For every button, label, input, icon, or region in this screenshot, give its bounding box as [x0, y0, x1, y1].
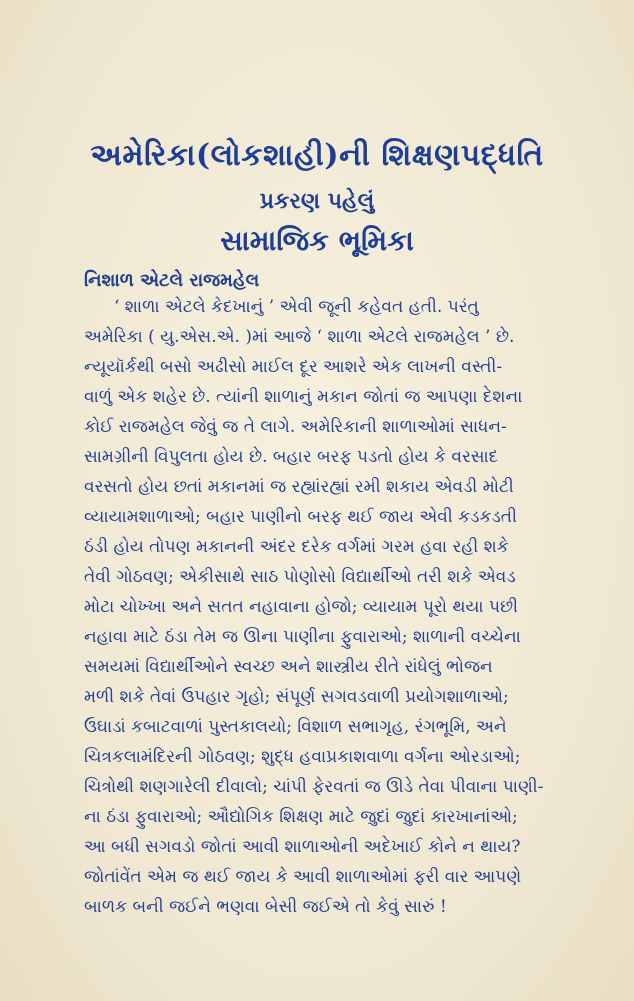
body-line: ચિત્રોથી શણગારેલી દીવાલો; ચાંપી ફેરવતાં જ ઊડે તેવા પીવાના પાણી- — [84, 777, 544, 797]
body-line: ચિત્રકલામંદિરની ગોઠવણ; શુદ્ધ હવાપ્રકાશવાળા વર્ગના ઓરડાઓ; — [84, 747, 521, 767]
section-heading: નિશાળ એટલે રાજમહેલ — [84, 270, 260, 291]
body-line: નહાવા માટે ઠંડા તેમ જ ઊના પાણીના ફુવારાઓ; શાળાની વચ્ચેના — [84, 627, 521, 647]
body-line: આ બધી સગવડો જોતાં આવી શાળાઓની અદેખાઈ કોને ન થાય? — [84, 837, 521, 857]
body-line: મળી શકે તેવાં ઉપહાર ગૃહો; સંપૂર્ણ સગવડવાળી પ્રયોગશાળાઓ; — [84, 687, 509, 707]
body-line: વરસતો હોય છતાં મકાનમાં જ રહ્યાંરહ્યાં રમી શકાય એવડી મોટી — [84, 477, 514, 497]
body-paragraph — [84, 292, 544, 922]
body-line: કોઈ રાજમહેલ જેવું જ તે લાગે. અમેરિકાની શાળાઓમાં સાધન- — [84, 417, 507, 437]
body-line: જોતાંવેંત એમ જ થઈ જાય કે આવી શાળાઓમાં ફરી વાર આપણે — [84, 867, 522, 887]
body-line: તેવી ગોઠવણ; એકીસાથે સાઠ પોણોસો વિદ્યાર્થીઓ તરી શકે એવડ — [84, 567, 516, 587]
body-line: વાળું એક શહેર છે. ત્યાંની શાળાનું મકાન જોતાં જ આપણા દેશના — [84, 387, 523, 407]
body-line: ના ઠંડા ફુવારાઓ; ઔદ્યોગિક શિક્ષણ માટે જુદાં જુદાં કારખાનાંઓ; — [84, 807, 518, 827]
body-line: મોટા ચોખ્ખા અને સતત નહાવાના હોજો; વ્યાયામ પૂરો થયા પછી — [84, 597, 519, 617]
body-line: વ્યાયામશાળાઓ; બહાર પાણીનો બરફ થઈ જાય એવી કડકડતી — [84, 507, 517, 527]
book-title: અમેરિકા(લોકશાહી)ની શિક્ષણપદ્ધતિ — [90, 138, 544, 173]
body-line: સમયમાં વિદ્યાર્થીઓને સ્વચ્છ અને શાસ્ત્રીય રીતે રાંધેલું ભોજન — [84, 657, 493, 677]
body-line: ઠંડી હોય તોપણ મકાનની અંદર દરેક વર્ગમાં ગરમ હવા રહી શકે — [84, 537, 509, 557]
body-line: બાળક બની જઈને ભણવા બેસી જઈએ તો કેવું સારું ! — [84, 897, 447, 917]
body-line: ‘ શાળા એટલે કેદખાનું ’ એવી જૂની કહેવત હતી. પરંતુ — [114, 297, 479, 317]
chapter-title: સામાજિક ભૂમિકા — [220, 224, 414, 257]
body-line: ન્યૂયૉર્કથી બસો અઢીસો માઈલ દૂર આશરે એક લાખની વસ્તી- — [84, 357, 503, 377]
chapter-label: પ્રકરણ પહેલું — [259, 188, 375, 214]
body-line: ઉઘાડાં કબાટવાળાં પુસ્તકાલયો; વિશાળ સભાગૃહ, રંગભૂમિ, અને — [84, 717, 507, 737]
body-line: સામગ્રીની વિપુલતા હોય છે. બહાર બરફ પડતો હોય કે વરસાદ — [84, 447, 499, 467]
body-line: અમેરિકા ( યુ.એસ.એ. )માં આજે ‘ શાળા એટલે રાજમહેલ ’ છે. — [84, 327, 515, 347]
